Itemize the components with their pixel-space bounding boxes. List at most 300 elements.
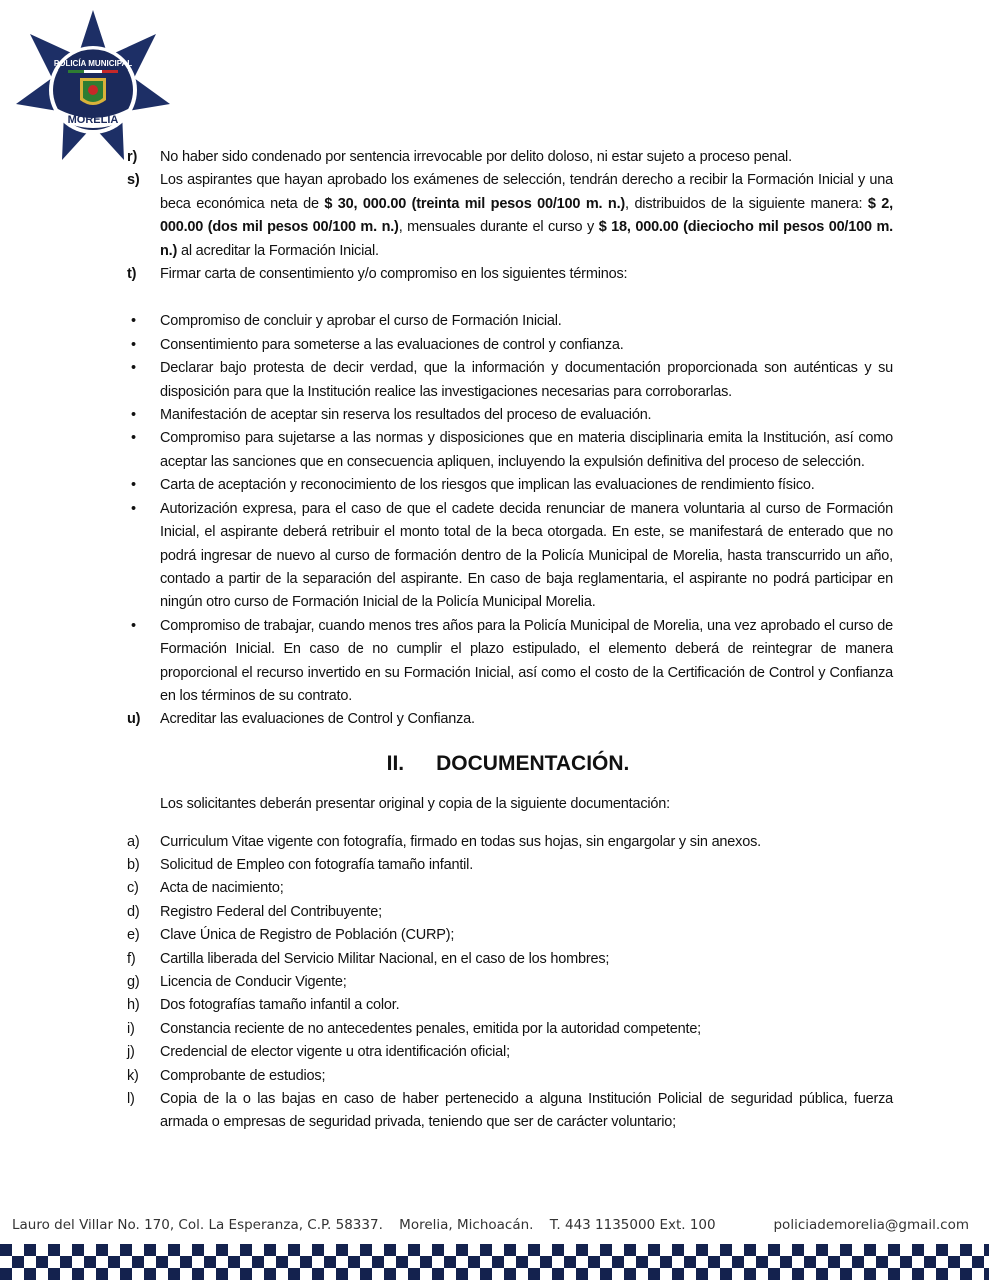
stripe-cell [708,1244,720,1256]
bullet-glyph: • [131,477,136,494]
stripe-cell [552,1268,564,1280]
list-marker: f) [127,950,136,967]
list-item: • Carta de aceptación y reconocimiento de los riesgos que implican las evaluaciones de rendimiento físico. [127,474,893,497]
stripe-cell [216,1256,228,1268]
stripe-cell [540,1256,552,1268]
stripe-cell [600,1256,612,1268]
stripe-cell [144,1268,156,1280]
stripe-cell [96,1244,108,1256]
requirement-t [127,263,893,286]
stripe-cell [492,1256,504,1268]
stripe-cell [372,1244,384,1256]
stripe-cell [336,1244,348,1256]
stripe-cell [336,1256,348,1268]
requirement-text: Los aspirantes que hayan aprobado los exámenes de selección, tendrán derecho a recibir la Formación Inicial y una beca económica neta de $ 30, 000.00 (treinta mil pesos 00/100 m. n.), distribuidos de la siguiente manera: $ 2, 000.00 (dos mil pesos 00/100 m. n.), mensuales durante el curso y $ 18, 000.00 (dieciocho mil pesos 00/100 m. n.) al acreditar la Formación Inicial. [160,172,893,259]
stripe-cell [288,1244,300,1256]
stripe-cell [852,1256,864,1268]
stripe-cell [804,1244,816,1256]
requirement-text: No haber sido condenado por sentencia irrevocable por delito doloso, ni estar sujeto a proceso penal. [160,149,792,165]
stripe-cell [324,1244,336,1256]
stripe-cell [48,1256,60,1268]
document-item: h) Dos fotografías tamaño infantil a color. [127,994,893,1017]
stripe-cell [852,1244,864,1256]
stripe-cell [924,1268,936,1280]
stripe-cell [276,1256,288,1268]
stripe-cell [60,1268,72,1280]
list-marker: g) [127,974,140,990]
list-marker: s) [127,172,140,189]
document-item: g) Licencia de Conducir Vigente; [127,971,893,994]
stripe-cell [912,1244,924,1256]
footer-checker-stripe [0,1244,989,1280]
stripe-cell [528,1244,540,1256]
stripe-cell [36,1244,48,1256]
stripe-cell [732,1244,744,1256]
stripe-cell [36,1268,48,1280]
stripe-cell [936,1244,948,1256]
stripe-cell [396,1268,408,1280]
stripe-cell [468,1256,480,1268]
stripe-cell [60,1256,72,1268]
bullet-glyph: • [131,430,136,447]
stripe-cell [252,1256,264,1268]
logo-top-text: POLICÍA MUNICIPAL [53,59,133,68]
stripe-cell [168,1256,180,1268]
stripe-cell [336,1268,348,1280]
stripe-cell [696,1244,708,1256]
stripe-cell [792,1268,804,1280]
document-item: d) Registro Federal del Contribuyente; [127,901,893,924]
stripe-cell [768,1244,780,1256]
stripe-cell [564,1256,576,1268]
stripe-cell [372,1256,384,1268]
footer-city: Morelia, Michoacán. [399,1217,534,1233]
stripe-cell [72,1256,84,1268]
stripe-cell [864,1256,876,1268]
stripe-cell [888,1256,900,1268]
stripe-cell [636,1268,648,1280]
stripe-cell [84,1244,96,1256]
stripe-cell [960,1244,972,1256]
stripe-cell [48,1268,60,1280]
stripe-cell [12,1268,24,1280]
stripe-cell [780,1268,792,1280]
stripe-cell [708,1256,720,1268]
requirement-text: Firmar carta de consentimiento y/o compromiso en los siguientes términos: [160,266,628,283]
stripe-cell [84,1268,96,1280]
stripe-cell [24,1268,36,1280]
stripe-cell [816,1244,828,1256]
list-item: • Consentimiento para someterse a las evaluaciones de control y confianza. [127,334,893,357]
stripe-cell [348,1268,360,1280]
stripe-cell [192,1256,204,1268]
stripe-cell [768,1268,780,1280]
stripe-cell [912,1268,924,1280]
stripe-cell [24,1244,36,1256]
stripe-cell [948,1268,960,1280]
stripe-cell [948,1244,960,1256]
list-item: • Compromiso de trabajar, cuando menos tres años para la Policía Municipal de Morelia, una vez aprobado el curso de Formación Inicial. En caso de no cumplir el plazo estipulado, el elemento deberá de reintegrar de manera proporcional el recurso invertido en su Formación Inicial, así como el costo de la Certificación de Control y Confianza en los términos de su contrato. [127,615,893,709]
stripe-cell [300,1256,312,1268]
footer-email: policiademorelia@gmail.com [773,1217,969,1233]
list-item: • Autorización expresa, para el caso de que el cadete decida renunciar de manera voluntaria al curso de Formación Inicial, el aspirante deberá retribuir el monto total de la beca otorgada. En este, se manifestará de enterado que no podrá ingresar de nuevo al curso de formación dentro de la Policía Municipal de Morelia, hasta transcurrido un año, contado a partir de la separación del aspirante. En caso de baja reglamentaria, el aspirante no podrá participar en ningún otro curso de Formación Inicial de la Policía Municipal Morelia. [127,498,893,615]
stripe-cell [888,1244,900,1256]
stripe-cell [120,1244,132,1256]
stripe-cell [516,1244,528,1256]
stripe-cell [408,1256,420,1268]
stripe-cell [180,1244,192,1256]
requirement-s [127,169,893,263]
stripe-cell [504,1244,516,1256]
stripe-cell [588,1268,600,1280]
stripe-cell [252,1244,264,1256]
stripe-cell [72,1268,84,1280]
stripe-cell [204,1268,216,1280]
stripe-cell [480,1268,492,1280]
bullet-glyph: • [131,360,136,377]
stripe-cell [120,1268,132,1280]
stripe-cell [192,1268,204,1280]
amount-total: $ 30, 000.00 (treinta mil pesos 00/100 m. n.) [324,195,626,212]
stripe-cell [924,1244,936,1256]
requirement-r [127,146,893,169]
stripe-cell [168,1268,180,1280]
stripe-cell [888,1268,900,1280]
stripe-cell [720,1256,732,1268]
stripe-cell [804,1268,816,1280]
stripe-cell [456,1244,468,1256]
stripe-cell [408,1268,420,1280]
stripe-cell [744,1256,756,1268]
stripe-cell [756,1256,768,1268]
stripe-cell [492,1268,504,1280]
stripe-cell [672,1256,684,1268]
stripe-cell [204,1256,216,1268]
stripe-cell [768,1256,780,1268]
stripe-cell [264,1268,276,1280]
stripe-cell [636,1256,648,1268]
list-marker: t) [127,266,137,283]
stripe-cell [420,1256,432,1268]
section-title: DOCUMENTACIÓN. [436,751,630,775]
stripe-cell [456,1268,468,1280]
stripe-cell [396,1244,408,1256]
footer-phone: T. 443 1135000 Ext. 100 [549,1217,716,1233]
stripe-cell [840,1256,852,1268]
stripe-cell [228,1244,240,1256]
stripe-cell [432,1256,444,1268]
stripe-cell [612,1244,624,1256]
stripe-cell [576,1256,588,1268]
stripe-cell [432,1268,444,1280]
stripe-cell [972,1256,984,1268]
stripe-cell [732,1268,744,1280]
requirement-u [127,708,893,731]
stripe-cell [852,1268,864,1280]
stripe-cell [36,1256,48,1268]
stripe-cell [876,1256,888,1268]
stripe-cell [108,1256,120,1268]
stripe-cell [228,1256,240,1268]
stripe-cell [84,1256,96,1268]
stripe-cell [288,1268,300,1280]
amount-monthly: $ 2, 000.00 (dos mil pesos 00/100 m. n.) [160,195,893,236]
stripe-cell [864,1268,876,1280]
stripe-cell [936,1268,948,1280]
stripe-cell [564,1244,576,1256]
stripe-cell [372,1268,384,1280]
document-item: a) Curriculum Vitae vigente con fotografía, firmado en todas sus hojas, sin engargolar y sin anexos. [127,831,893,854]
list-item: • Manifestación de aceptar sin reserva los resultados del proceso de evaluación. [127,404,893,427]
stripe-cell [108,1268,120,1280]
stripe-cell [756,1244,768,1256]
document-item: k) Comprobante de estudios; [127,1065,893,1088]
stripe-cell [144,1256,156,1268]
stripe-cell [96,1268,108,1280]
list-marker: j) [127,1044,135,1061]
section-heading [127,752,893,775]
stripe-cell [48,1244,60,1256]
list-marker: i) [127,1020,135,1037]
stripe-cell [816,1256,828,1268]
stripe-cell [696,1256,708,1268]
stripe-cell [552,1256,564,1268]
bullet-glyph: • [131,336,136,353]
list-marker: c) [127,880,139,897]
document-item: b) Solicitud de Empleo con fotografía tamaño infantil. [127,854,893,877]
stripe-cell [648,1244,660,1256]
stripe-cell [624,1244,636,1256]
stripe-cell [648,1256,660,1268]
stripe-cell [276,1268,288,1280]
stripe-cell [348,1244,360,1256]
stripe-cell [672,1244,684,1256]
stripe-cell [840,1244,852,1256]
stripe-cell [840,1268,852,1280]
stripe-cell [132,1244,144,1256]
stripe-cell [156,1268,168,1280]
stripe-cell [576,1244,588,1256]
stripe-cell [900,1244,912,1256]
stripe-cell [660,1244,672,1256]
stripe-cell [648,1268,660,1280]
stripe-cell [444,1268,456,1280]
list-marker: r) [127,149,138,165]
list-marker: l) [127,1091,135,1108]
stripe-cell [828,1268,840,1280]
list-item: • Declarar bajo protesta de decir verdad, que la información y documentación proporcionada son auténticas y su disposición para que la Institución realice las investigaciones necesarias para corroborarlas. [127,357,893,404]
list-marker: b) [127,856,140,873]
stripe-cell [696,1268,708,1280]
stripe-cell [720,1244,732,1256]
logo-bottom-text: MORELIA [67,114,119,126]
stripe-cell [828,1244,840,1256]
list-item: • Compromiso para sujetarse a las normas y disposiciones que en materia disciplinaria emita la Institución, así como aceptar las sanciones que en consecuencia apliquen, incluyendo la expulsión definitiva del proceso de selección. [127,427,893,474]
stripe-cell [540,1268,552,1280]
stripe-cell [612,1256,624,1268]
stripe-cell [360,1256,372,1268]
stripe-cell [60,1244,72,1256]
stripe-cell [876,1244,888,1256]
stripe-cell [456,1256,468,1268]
stripe-cell [600,1244,612,1256]
stripe-cell [0,1268,12,1280]
stripe-cell [288,1256,300,1268]
section-number: II. [386,751,405,775]
stripe-cell [384,1244,396,1256]
document-body [127,146,893,1135]
stripe-cell [132,1256,144,1268]
stripe-cell [816,1268,828,1280]
stripe-cell [588,1256,600,1268]
stripe-cell [252,1268,264,1280]
stripe-cell [468,1244,480,1256]
stripe-cell [564,1268,576,1280]
document-item: e) Clave Única de Registro de Población (CURP); [127,924,893,947]
stripe-cell [312,1244,324,1256]
list-marker: k) [127,1067,139,1084]
stripe-cell [624,1268,636,1280]
stripe-cell [960,1268,972,1280]
stripe-cell [828,1256,840,1268]
stripe-cell [552,1244,564,1256]
stripe-cell [900,1268,912,1280]
stripe-cell [192,1244,204,1256]
stripe-cell [576,1268,588,1280]
police-badge-logo [14,8,172,166]
stripe-cell [504,1268,516,1280]
stripe-cell [300,1268,312,1280]
stripe-cell [444,1244,456,1256]
stripe-cell [0,1244,12,1256]
document-item: i) Constancia reciente de no antecedentes penales, emitida por la autoridad competente; [127,1018,893,1041]
bullet-glyph: • [131,407,136,424]
stripe-cell [660,1256,672,1268]
stripe-cell [876,1268,888,1280]
list-marker: d) [127,903,140,920]
stripe-cell [324,1256,336,1268]
amount-final: $ 18, 000.00 (dieciocho mil pesos 00/100 m. n.) [160,219,893,259]
stripe-cell [468,1268,480,1280]
stripe-cell [108,1244,120,1256]
bullet-glyph: • [131,500,136,517]
stripe-cell [792,1244,804,1256]
list-marker: u) [127,711,141,728]
stripe-cell [588,1244,600,1256]
stripe-cell [204,1244,216,1256]
stripe-cell [600,1268,612,1280]
stripe-cell [984,1256,989,1268]
list-item: • Compromiso de concluir y aprobar el curso de Formación Inicial. [127,310,893,333]
document-item: j) Credencial de elector vigente u otra identificación oficial; [127,1041,893,1064]
stripe-cell [444,1256,456,1268]
stripe-cell [924,1256,936,1268]
section-intro: Los solicitantes deberán presentar original y copia de la siguiente documentación: [160,796,670,813]
stripe-cell [516,1268,528,1280]
stripe-cell [156,1244,168,1256]
stripe-cell [744,1244,756,1256]
stripe-cell [780,1256,792,1268]
stripe-cell [240,1244,252,1256]
stripe-cell [804,1256,816,1268]
stripe-cell [300,1244,312,1256]
stripe-cell [0,1256,12,1268]
stripe-cell [180,1256,192,1268]
stripe-cell [216,1244,228,1256]
stripe-cell [264,1256,276,1268]
stripe-cell [216,1268,228,1280]
stripe-cell [972,1268,984,1280]
stripe-cell [684,1244,696,1256]
stripe-cell [672,1268,684,1280]
stripe-cell [612,1268,624,1280]
stripe-cell [240,1268,252,1280]
page-footer [12,1217,969,1233]
stripe-cell [540,1244,552,1256]
stripe-cell [744,1268,756,1280]
stripe-cell [636,1244,648,1256]
stripe-cell [948,1256,960,1268]
stripe-cell [900,1256,912,1268]
stripe-cell [276,1244,288,1256]
stripe-cell [732,1256,744,1268]
stripe-cell [780,1244,792,1256]
bullet-glyph: • [131,313,136,330]
stripe-cell [684,1256,696,1268]
list-marker: a) [127,833,140,850]
stripe-cell [132,1268,144,1280]
stripe-cell [528,1268,540,1280]
stripe-cell [264,1244,276,1256]
stripe-cell [396,1256,408,1268]
stripe-cell [864,1244,876,1256]
stripe-cell [972,1244,984,1256]
stripe-cell [360,1244,372,1256]
document-item: f) Cartilla liberada del Servicio Militar Nacional, en el caso de los hombres; [127,948,893,971]
stripe-cell [120,1256,132,1268]
requirement-text: Acreditar las evaluaciones de Control y Confianza. [160,711,475,728]
stripe-cell [528,1256,540,1268]
stripe-cell [684,1268,696,1280]
stripe-cell [984,1244,989,1256]
stripe-cell [324,1268,336,1280]
stripe-cell [72,1244,84,1256]
stripe-cell [792,1256,804,1268]
stripe-cell [624,1256,636,1268]
stripe-cell [420,1268,432,1280]
stripe-cell [912,1256,924,1268]
stripe-cell [156,1256,168,1268]
document-item: c) Acta de nacimiento; [127,877,893,900]
stripe-cell [240,1256,252,1268]
stripe-cell [24,1256,36,1268]
stripe-cell [348,1256,360,1268]
stripe-cell [960,1256,972,1268]
footer-address: Lauro del Villar No. 170, Col. La Esperanza, C.P. 58337. [12,1217,383,1233]
stripe-cell [720,1268,732,1280]
stripe-cell [432,1244,444,1256]
stripe-cell [96,1256,108,1268]
stripe-cell [360,1268,372,1280]
document-item: l) Copia de la o las bajas en caso de haber pertenecido a alguna Institución Policial de seguridad pública, fuerza armada o empresas de seguridad privada, teniendo que ser de carácter voluntario; [127,1088,893,1135]
stripe-cell [384,1268,396,1280]
stripe-cell [408,1244,420,1256]
stripe-cell [180,1268,192,1280]
stripe-cell [984,1268,989,1280]
list-marker: h) [127,997,140,1014]
stripe-cell [168,1244,180,1256]
stripe-cell [516,1256,528,1268]
